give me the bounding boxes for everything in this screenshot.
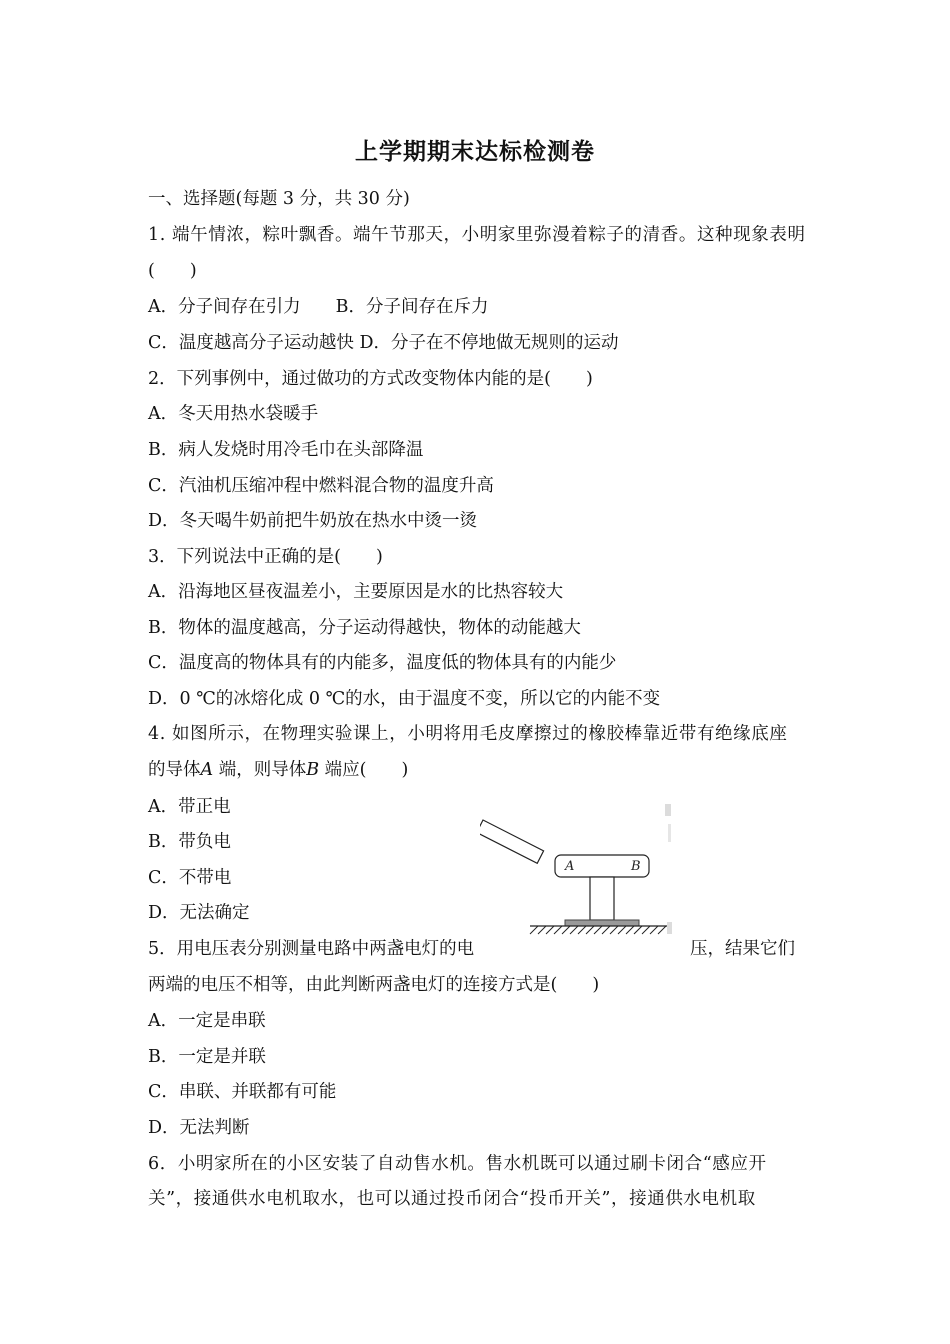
question-2-stem: 2．下列事例中，通过做功的方式改变物体内能的是( ) <box>148 369 593 389</box>
question-5-option-d: D．无法判断 <box>148 1118 250 1138</box>
question-2-option-a: A．冬天用热水袋暖手 <box>148 404 319 424</box>
q4-variable-a: A <box>200 760 214 780</box>
question-5-line-1-right: 压，结果它们 <box>690 939 795 959</box>
conductor-label-a: A <box>565 859 575 874</box>
question-5-line-1-left: 5．用电压表分别测量电路中两盏电灯的电 <box>148 939 475 959</box>
q4-variable-b: B <box>306 760 320 780</box>
question-3-stem: 3．下列说法中正确的是( ) <box>148 547 383 567</box>
question-5-line-2: 两端的电压不相等，由此判断两盏电灯的连接方式是( ) <box>148 975 600 995</box>
section-heading: 一、选择题(每题 3 分，共 30 分) <box>148 189 410 209</box>
question-4-stem-line-1: 4. 如图所示，在物理实验课上，小明将用毛皮摩擦过的橡胶棒靠近带有绝缘底座 <box>148 724 788 744</box>
ground-hatching <box>530 926 666 934</box>
page-title: 上学期期末达标检测卷 <box>355 139 595 165</box>
question-4-option-c: C．不带电 <box>148 868 232 888</box>
q4-text-b: 端，则导体 <box>213 760 307 780</box>
question-3-option-d: D．0 ℃的冰熔化成 0 ℃的水，由于温度不变，所以它的内能不变 <box>148 689 661 709</box>
stand-base <box>565 920 639 926</box>
question-6-line-1: 6．小明家所在的小区安装了自动售水机。售水机既可以通过刷卡闭合“感应开 <box>148 1154 767 1174</box>
scan-mark <box>665 804 671 816</box>
conductor-figure <box>480 800 680 945</box>
q4-text-c: 端应( ) <box>319 760 409 780</box>
insulating-stand <box>590 877 614 920</box>
conductor-label-b: B <box>631 859 641 874</box>
question-4-stem-line-2 <box>148 758 408 782</box>
question-1-answer-paren: ( ) <box>148 261 197 281</box>
scan-mark <box>667 922 672 934</box>
question-3-option-a: A．沿海地区昼夜温差小，主要原因是水的比热容较大 <box>148 582 564 602</box>
question-5-option-c: C．串联、并联都有可能 <box>148 1082 337 1102</box>
q4-text-a: 的导体 <box>148 760 201 780</box>
rubber-rod <box>480 820 544 863</box>
scan-mark <box>668 824 671 842</box>
question-4-option-b: B．带负电 <box>148 832 231 852</box>
question-2-option-b: B．病人发烧时用冷毛巾在头部降温 <box>148 440 424 460</box>
question-2-option-c: C．汽油机压缩冲程中燃料混合物的温度升高 <box>148 476 494 496</box>
question-5-option-b: B．一定是并联 <box>148 1047 266 1067</box>
question-2-option-d: D．冬天喝牛奶前把牛奶放在热水中烫一烫 <box>148 511 478 531</box>
question-5-option-a: A．一定是串联 <box>148 1011 266 1031</box>
question-3-option-c: C．温度高的物体具有的内能多，温度低的物体具有的内能少 <box>148 653 617 673</box>
question-3-option-b: B．物体的温度越高，分子运动得越快，物体的动能越大 <box>148 618 581 638</box>
question-6-line-2: 关”，接通供水电机取水，也可以通过投币闭合“投币开关”，接通供水电机取 <box>148 1189 756 1209</box>
question-1-options-row-1: A．分子间存在引力 B．分子间存在斥力 <box>148 297 489 317</box>
question-1-options-row-2: C．温度越高分子运动越快 D．分子在不停地做无规则的运动 <box>148 333 619 353</box>
question-4-option-a: A．带正电 <box>148 797 231 817</box>
question-1-stem: 1. 端午情浓，粽叶飘香。端午节那天，小明家里弥漫着粽子的清香。这种现象表明 <box>148 225 806 245</box>
question-4-option-d: D．无法确定 <box>148 903 250 923</box>
